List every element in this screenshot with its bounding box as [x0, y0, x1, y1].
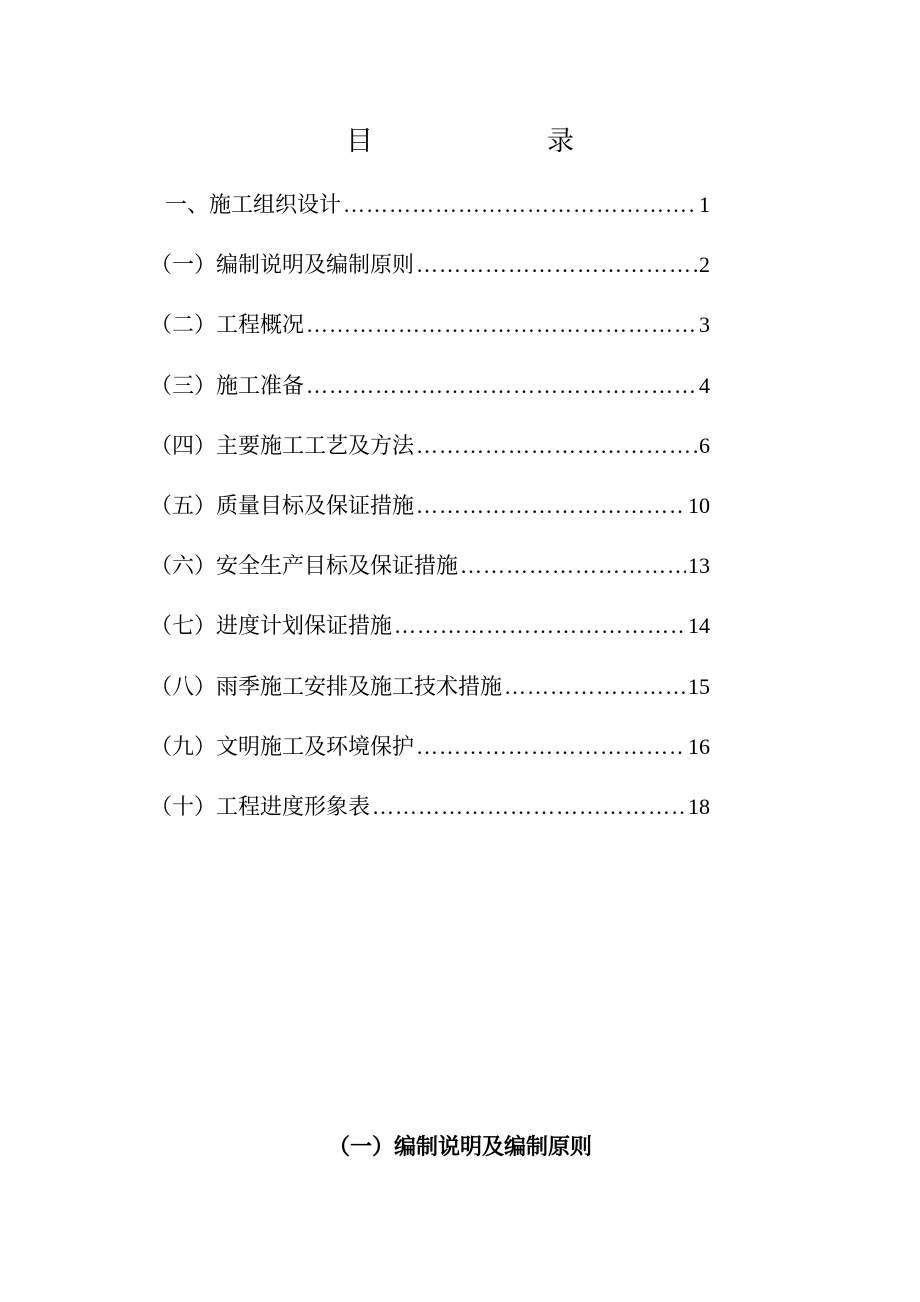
toc-entry-page: 15	[688, 673, 710, 699]
toc-entry[interactable]	[150, 245, 710, 305]
toc-entry-label: （十）工程进度形象表	[150, 794, 371, 820]
table-of-contents	[150, 185, 710, 847]
toc-entry-page: 14	[688, 613, 710, 639]
toc-entry-label: （六）安全生产目标及保证措施	[150, 554, 459, 580]
toc-entry-page: 2	[699, 252, 710, 278]
toc-dot-leader	[416, 426, 697, 466]
toc-dot-leader	[460, 546, 686, 586]
toc-entry-page: 18	[688, 793, 710, 819]
toc-dot-leader	[416, 486, 686, 526]
toc-entry-page: 4	[699, 372, 710, 398]
toc-entry-page: 13	[688, 553, 710, 579]
toc-entry-label: 一、施工组织设计	[165, 193, 342, 218]
toc-entry[interactable]	[150, 185, 710, 245]
toc-entry[interactable]	[150, 546, 710, 606]
toc-entry[interactable]	[150, 606, 710, 666]
toc-entry-page: 10	[688, 492, 710, 518]
toc-entry[interactable]	[150, 366, 710, 426]
toc-dot-leader	[416, 727, 686, 767]
toc-entry-label: （八）雨季施工安排及施工技术措施	[150, 674, 503, 700]
toc-dot-leader	[306, 305, 697, 345]
toc-entry-label: （九）文明施工及环境保护	[150, 734, 415, 760]
toc-dot-leader	[394, 606, 686, 646]
toc-entry-label: （四）主要施工工艺及方法	[150, 433, 415, 459]
toc-entry[interactable]	[150, 727, 710, 787]
toc-entry[interactable]	[150, 486, 710, 546]
toc-entry-label: （七）进度计划保证措施	[150, 614, 393, 640]
toc-entry[interactable]	[150, 305, 710, 365]
toc-entry-label: （五）质量目标及保证措施	[150, 493, 415, 519]
toc-dot-leader	[504, 667, 686, 707]
toc-entry-page: 3	[699, 312, 710, 338]
toc-entry-label: （三）施工准备	[150, 373, 305, 399]
toc-dot-leader	[343, 185, 697, 225]
toc-title: 目 录	[346, 126, 614, 157]
toc-entry-page: 16	[688, 733, 710, 759]
toc-dot-leader	[306, 366, 697, 406]
toc-entry-page: 6	[699, 432, 710, 458]
toc-entry[interactable]	[150, 787, 710, 847]
toc-dot-leader	[372, 787, 686, 827]
toc-dot-leader	[416, 245, 697, 285]
section-heading: （一）编制说明及编制原则	[327, 1135, 592, 1160]
toc-entry-page: 1	[699, 192, 710, 217]
toc-entry-label: （二）工程概况	[150, 313, 305, 339]
toc-entry[interactable]	[150, 426, 710, 486]
toc-entry[interactable]	[150, 667, 710, 727]
toc-entry-label: （一）编制说明及编制原则	[150, 253, 415, 279]
